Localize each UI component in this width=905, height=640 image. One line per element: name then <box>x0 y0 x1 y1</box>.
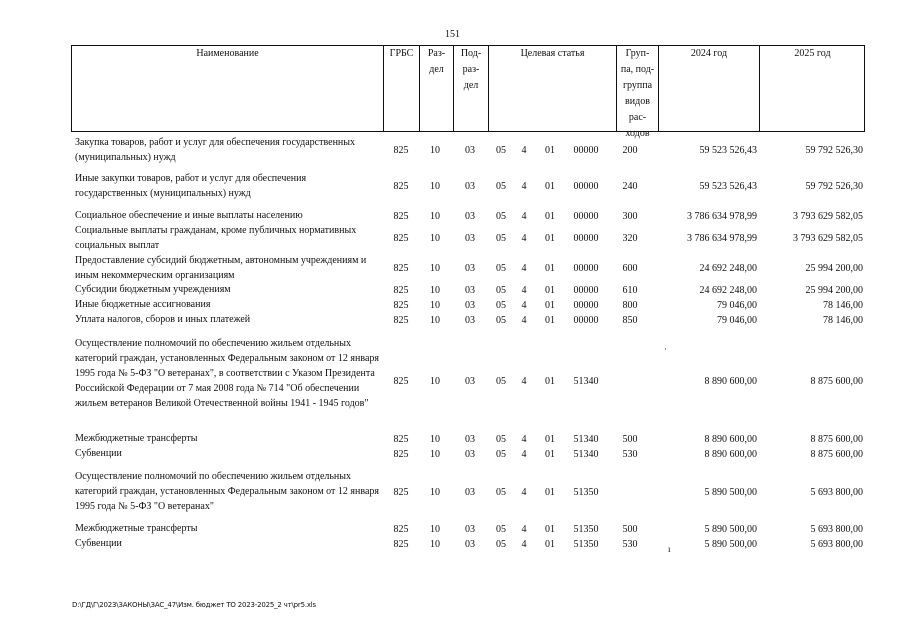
cell-grbs: 825 <box>393 524 409 535</box>
row-name: Осуществление полномочий по обеспечению жильем отдельных категорий граждан, установленных Федеральным законом от 12 января 1995 года № 5-ФЗ "О ветеранах", в соответствии с Указом Президента Российской Федерации от 7 мая 2008 года № 714 "Об обеспечении жильем ветеранов Великой Отечественной войны 1941 - 1945 годов" <box>75 338 379 409</box>
cell-v2024: 79 046,00 <box>717 315 757 326</box>
cell-t1: 05 <box>496 300 506 311</box>
cell-v2024: 5 890 500,00 <box>704 539 757 550</box>
cell-pr: 03 <box>465 376 475 387</box>
cell-t3: 01 <box>545 315 555 326</box>
cell-t4: 51340 <box>573 434 599 445</box>
cell-t1: 05 <box>496 315 506 326</box>
cell-t1: 05 <box>496 524 506 535</box>
cell-vr: 530 <box>622 449 638 460</box>
cell-grbs: 825 <box>393 487 409 498</box>
scan-dot: · <box>664 344 667 354</box>
cell-t2: 4 <box>521 145 527 156</box>
cell-t2: 4 <box>521 487 527 498</box>
cell-t3: 01 <box>545 434 555 445</box>
header-name: Наименование <box>196 48 259 59</box>
cell-rz: 10 <box>430 449 440 460</box>
cell-v2025: 5 693 800,00 <box>810 487 863 498</box>
cell-v2025: 8 875 600,00 <box>810 449 863 460</box>
cell-t2: 4 <box>521 300 527 311</box>
cell-t3: 01 <box>545 285 555 296</box>
cell-grbs: 825 <box>393 449 409 460</box>
cell-t3: 01 <box>545 376 555 387</box>
cell-t4: 51350 <box>573 539 599 550</box>
cell-grbs: 825 <box>393 434 409 445</box>
row-name: Межбюджетные трансферты <box>75 523 198 534</box>
cell-vr: 500 <box>622 524 638 535</box>
cell-vr: 600 <box>622 263 638 274</box>
cell-t3: 01 <box>545 263 555 274</box>
cell-t1: 05 <box>496 376 506 387</box>
cell-rz: 10 <box>430 434 440 445</box>
cell-grbs: 825 <box>393 181 409 192</box>
cell-grbs: 825 <box>393 376 409 387</box>
header-2025: 2025 год <box>759 46 865 131</box>
cell-t3: 01 <box>545 233 555 244</box>
cell-v2025: 3 793 629 582,05 <box>793 233 863 244</box>
cell-vr: 530 <box>622 539 638 550</box>
cell-t1: 05 <box>496 263 506 274</box>
cell-t2: 4 <box>521 285 527 296</box>
cell-t4: 00000 <box>573 300 599 311</box>
cell-t3: 01 <box>545 211 555 222</box>
cell-grbs: 825 <box>393 263 409 274</box>
cell-t1: 05 <box>496 487 506 498</box>
cell-rz: 10 <box>430 145 440 156</box>
cell-v2025: 5 693 800,00 <box>810 524 863 535</box>
cell-v2025: 25 994 200,00 <box>805 263 863 274</box>
cell-v2025: 78 146,00 <box>823 315 863 326</box>
cell-t4: 00000 <box>573 211 599 222</box>
row-name: Межбюджетные трансферты <box>75 433 198 444</box>
cell-v2025: 78 146,00 <box>823 300 863 311</box>
cell-t2: 4 <box>521 539 527 550</box>
cell-rz: 10 <box>430 524 440 535</box>
cell-rz: 10 <box>430 263 440 274</box>
cell-v2024: 24 692 248,00 <box>699 263 757 274</box>
row-name: Субсидии бюджетным учреждениям <box>75 284 231 295</box>
cell-t1: 05 <box>496 434 506 445</box>
cell-rz: 10 <box>430 300 440 311</box>
header-target: Целевая статья <box>488 46 616 131</box>
cell-v2025: 59 792 526,30 <box>805 181 863 192</box>
cell-t4: 51350 <box>573 487 599 498</box>
cell-rz: 10 <box>430 376 440 387</box>
cell-vr: 320 <box>622 233 638 244</box>
cell-t3: 01 <box>545 145 555 156</box>
cell-grbs: 825 <box>393 300 409 311</box>
cell-t2: 4 <box>521 376 527 387</box>
cell-rz: 10 <box>430 315 440 326</box>
cell-vr: 240 <box>622 181 638 192</box>
cell-v2024: 59 523 526,43 <box>699 181 757 192</box>
row-name: Социальные выплаты гражданам, кроме публичных нормативных социальных выплат <box>75 225 357 251</box>
cell-pr: 03 <box>465 211 475 222</box>
cell-v2024: 5 890 500,00 <box>704 487 757 498</box>
row-name: Осуществление полномочий по обеспечению жильем отдельных категорий граждан, установленных Федеральным законом от 12 января 1995 года № 5-ФЗ "О ветеранах" <box>75 471 379 512</box>
cell-vr: 300 <box>622 211 638 222</box>
cell-t4: 00000 <box>573 145 599 156</box>
row-name: Субвенции <box>75 538 122 549</box>
cell-pr: 03 <box>465 524 475 535</box>
cell-t2: 4 <box>521 181 527 192</box>
cell-pr: 03 <box>465 300 475 311</box>
cell-pr: 03 <box>465 263 475 274</box>
cell-pr: 03 <box>465 487 475 498</box>
cell-t3: 01 <box>545 539 555 550</box>
cell-v2024: 5 890 500,00 <box>704 524 757 535</box>
cell-t3: 01 <box>545 181 555 192</box>
cell-pr: 03 <box>465 145 475 156</box>
cell-t3: 01 <box>545 300 555 311</box>
cell-grbs: 825 <box>393 539 409 550</box>
cell-grbs: 825 <box>393 285 409 296</box>
cell-t1: 05 <box>496 145 506 156</box>
cell-vr: 500 <box>622 434 638 445</box>
cell-pr: 03 <box>465 449 475 460</box>
header-2024: 2024 год <box>658 46 759 131</box>
scan-tick: ı <box>668 544 671 554</box>
cell-t4: 51340 <box>573 376 599 387</box>
cell-t4: 00000 <box>573 315 599 326</box>
cell-t1: 05 <box>496 449 506 460</box>
header-razdel: Раз- дел <box>419 46 453 131</box>
header-grbs: ГРБС <box>383 46 419 131</box>
cell-t2: 4 <box>521 449 527 460</box>
cell-t2: 4 <box>521 263 527 274</box>
cell-v2024: 3 786 634 978,99 <box>687 233 757 244</box>
cell-t1: 05 <box>496 233 506 244</box>
cell-t3: 01 <box>545 524 555 535</box>
cell-t2: 4 <box>521 434 527 445</box>
cell-v2025: 3 793 629 582,05 <box>793 211 863 222</box>
row-name: Иные закупки товаров, работ и услуг для обеспечения государственных (муниципальных) нужд <box>75 173 307 199</box>
cell-pr: 03 <box>465 315 475 326</box>
cell-t2: 4 <box>521 211 527 222</box>
cell-v2025: 59 792 526,30 <box>805 145 863 156</box>
cell-pr: 03 <box>465 285 475 296</box>
cell-t2: 4 <box>521 315 527 326</box>
header-podrazdel: Под- раз- дел <box>453 46 488 131</box>
cell-t2: 4 <box>521 233 527 244</box>
cell-t4: 00000 <box>573 233 599 244</box>
row-name: Закупка товаров, работ и услуг для обеспечения государственных (муниципальных) нужд <box>75 137 356 163</box>
cell-v2025: 8 875 600,00 <box>810 376 863 387</box>
cell-rz: 10 <box>430 539 440 550</box>
cell-t4: 00000 <box>573 263 599 274</box>
cell-t4: 00000 <box>573 285 599 296</box>
cell-t1: 05 <box>496 181 506 192</box>
cell-t3: 01 <box>545 487 555 498</box>
cell-t3: 01 <box>545 449 555 460</box>
row-name: Социальное обеспечение и иные выплаты населению <box>75 210 303 221</box>
cell-vr: 200 <box>622 145 638 156</box>
cell-vr: 800 <box>622 300 638 311</box>
cell-v2024: 8 890 600,00 <box>704 376 757 387</box>
cell-v2024: 24 692 248,00 <box>699 285 757 296</box>
cell-t1: 05 <box>496 211 506 222</box>
row-name: Субвенции <box>75 448 122 459</box>
cell-rz: 10 <box>430 211 440 222</box>
cell-pr: 03 <box>465 434 475 445</box>
cell-v2024: 79 046,00 <box>717 300 757 311</box>
cell-t4: 51350 <box>573 524 599 535</box>
cell-rz: 10 <box>430 181 440 192</box>
cell-grbs: 825 <box>393 211 409 222</box>
cell-vr: 610 <box>622 285 638 296</box>
row-name: Предоставление субсидий бюджетным, автономным учреждениям и иным некоммерческим организациям <box>75 255 367 281</box>
row-name: Уплата налогов, сборов и иных платежей <box>75 314 251 325</box>
cell-rz: 10 <box>430 285 440 296</box>
cell-rz: 10 <box>430 233 440 244</box>
cell-grbs: 825 <box>393 233 409 244</box>
row-name: Иные бюджетные ассигнования <box>75 299 211 310</box>
cell-v2025: 8 875 600,00 <box>810 434 863 445</box>
header-group: Груп- па, под- группа видов рас- ходов <box>616 46 658 131</box>
cell-grbs: 825 <box>393 145 409 156</box>
cell-v2024: 8 890 600,00 <box>704 434 757 445</box>
cell-t4: 00000 <box>573 181 599 192</box>
cell-t1: 05 <box>496 539 506 550</box>
cell-t2: 4 <box>521 524 527 535</box>
cell-v2024: 59 523 526,43 <box>699 145 757 156</box>
cell-vr: 850 <box>622 315 638 326</box>
page-number: 151 <box>445 29 460 40</box>
cell-t1: 05 <box>496 285 506 296</box>
cell-v2025: 25 994 200,00 <box>805 285 863 296</box>
cell-v2024: 3 786 634 978,99 <box>687 211 757 222</box>
cell-pr: 03 <box>465 181 475 192</box>
cell-rz: 10 <box>430 487 440 498</box>
cell-v2024: 8 890 600,00 <box>704 449 757 460</box>
cell-pr: 03 <box>465 539 475 550</box>
footer-path: D:\ГД\Г\2023\ЗАКОНЫ\ЗАС_47\Изм. бюджет ТО 2023-2025_2 чт\pr5.xls <box>72 601 316 609</box>
cell-t4: 51340 <box>573 449 599 460</box>
cell-v2025: 5 693 800,00 <box>810 539 863 550</box>
cell-grbs: 825 <box>393 315 409 326</box>
cell-pr: 03 <box>465 233 475 244</box>
